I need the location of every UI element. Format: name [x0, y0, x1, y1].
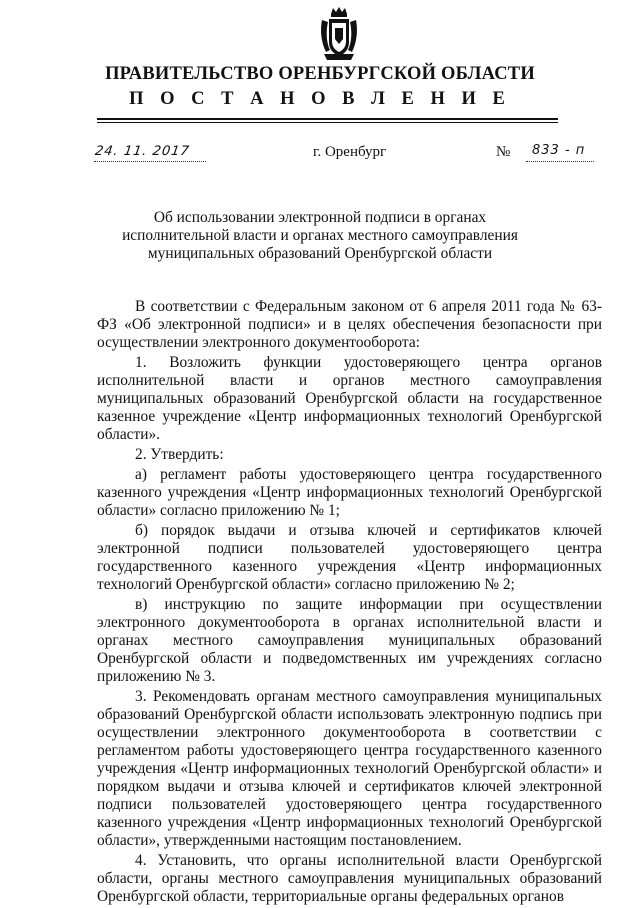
title-line: муниципальных образований Оренбургской области [147, 245, 493, 262]
paragraph-2a: а) регламент работы удостоверяющего центра государственного казенного учреждения «Центр информационных технологий Оренбургской области» согласно приложению № 1; [97, 466, 602, 519]
document-city: г. Оренбург [313, 144, 387, 160]
header-rule [97, 118, 558, 120]
coat-of-arms-icon [318, 6, 360, 62]
title-line: исполнительной власти и органах местного самоуправления [122, 227, 518, 244]
document-number: 833 - п [532, 143, 586, 158]
title-line: Об использовании электронной подписи в органах [153, 209, 487, 226]
number-label: № [496, 144, 511, 160]
paragraph-2c: в) инструкцию по защите информации при осуществлении электронного документооборота в органах исполнительной власти и органах местного самоуправления муниципальных образований Оренбургской области и подведомственных им учреждениях согласно приложению № 3. [97, 596, 602, 685]
document-title [0, 209, 640, 263]
paragraph-2: 2. Утвердить: [135, 446, 224, 463]
document-body [97, 298, 602, 908]
document-date: 24. 11. 2017 [93, 144, 191, 159]
paragraph-preamble: В соответствии с Федеральным законом от 6 апреля 2011 года № 63-ФЗ «Об электронной подписи» и в целях обеспечения безопасности при осуществлении электронного документооборота: [97, 298, 602, 351]
date-underline [94, 161, 206, 162]
number-underline [526, 161, 594, 162]
paragraph-4: 4. Установить, что органы исполнительной власти Оренбургской области, органы местного самоуправления муниципальных образований Оренбургской области, территориальные органы федеральных органов [97, 852, 602, 905]
paragraph-2b: б) порядок выдачи и отзыва ключей и сертификатов ключей электронной подписи пользователей удостоверяющего центра государственного казенного учреждения «Центр информационных технологий Оренбургской области» согласно приложению № 2; [97, 522, 602, 593]
document-type: П О С Т А Н О В Л Е Н И Е [129, 89, 511, 109]
paragraph-3: 3. Рекомендовать органам местного самоуправления муниципальных образований Оренбургской области использовать электронную подпись при осуществлении электронного документооборота в соответствии с регламентом работы удостоверяющего центра государственного казенного учреждения «Центр информационных технологий Оренбургской области» и порядком выдачи и отзыва ключей и сертификатов ключей электронной подписи пользователей удостоверяющего центра государственного казенного учреждения «Центр информационных технологий Оренбургской области», утвержденными настоящим постановлением. [97, 688, 602, 849]
paragraph-1: 1. Возложить функции удостоверяющего центра органов исполнительной власти и органов местного самоуправления муниципальных образований Оренбургской области на государственное казенное учреждение «Центр информационных технологий Оренбургской области». [97, 354, 602, 443]
government-name: ПРАВИТЕЛЬСТВО ОРЕНБУРГСКОЙ ОБЛАСТИ [105, 64, 535, 84]
header-rule-thin [97, 122, 558, 123]
